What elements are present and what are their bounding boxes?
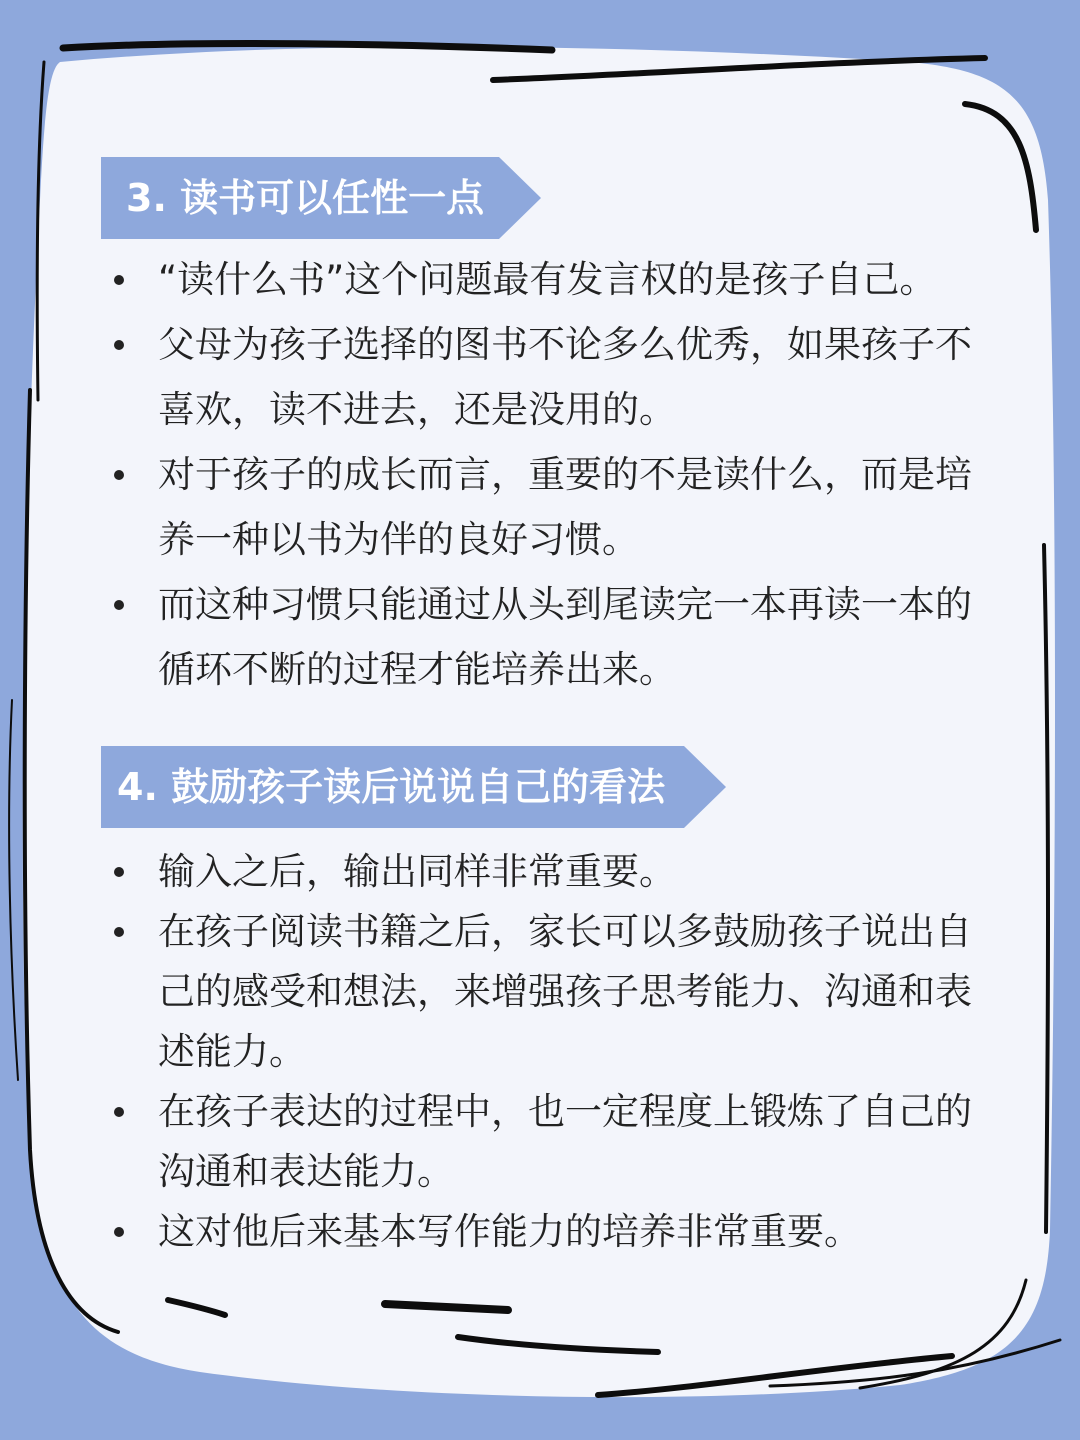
bullet-dot-icon <box>114 927 124 937</box>
bullet-dot-icon <box>114 867 124 877</box>
section-3-list <box>106 247 1006 702</box>
list-item: 对于孩子的成长而言，重要的不是读什么，而是培养一种以书为伴的良好习惯。 <box>106 442 1006 572</box>
section-3-heading: 3. 读书可以任性一点 <box>126 176 485 220</box>
bullet-dot-icon <box>114 470 124 480</box>
list-item: 父母为孩子选择的图书不论多么优秀，如果孩子不喜欢，读不进去，还是没用的。 <box>106 312 1006 442</box>
list-item: 这对他后来基本写作能力的培养非常重要。 <box>106 1202 1006 1262</box>
bullet-dot-icon <box>114 1107 124 1117</box>
list-item: 在孩子阅读书籍之后，家长可以多鼓励孩子说出自己的感受和想法，来增强孩子思考能力、沟通和表述能力。 <box>106 902 1006 1082</box>
section-4-heading: 4. 鼓励孩子读后说说自己的看法 <box>117 765 666 809</box>
list-item: 输入之后，输出同样非常重要。 <box>106 842 1006 902</box>
list-item: 在孩子表达的过程中，也一定程度上锻炼了自己的沟通和表达能力。 <box>106 1082 1006 1202</box>
bullet-dot-icon <box>114 600 124 610</box>
bullet-dot-icon <box>114 275 124 285</box>
bullet-dot-icon <box>114 1227 124 1237</box>
section-4-list <box>106 842 1006 1262</box>
list-item: 而这种习惯只能通过从头到尾读完一本再读一本的循环不断的过程才能培养出来。 <box>106 572 1006 702</box>
bullet-dot-icon <box>114 340 124 350</box>
list-item: “读什么书”这个问题最有发言权的是孩子自己。 <box>106 247 1006 312</box>
